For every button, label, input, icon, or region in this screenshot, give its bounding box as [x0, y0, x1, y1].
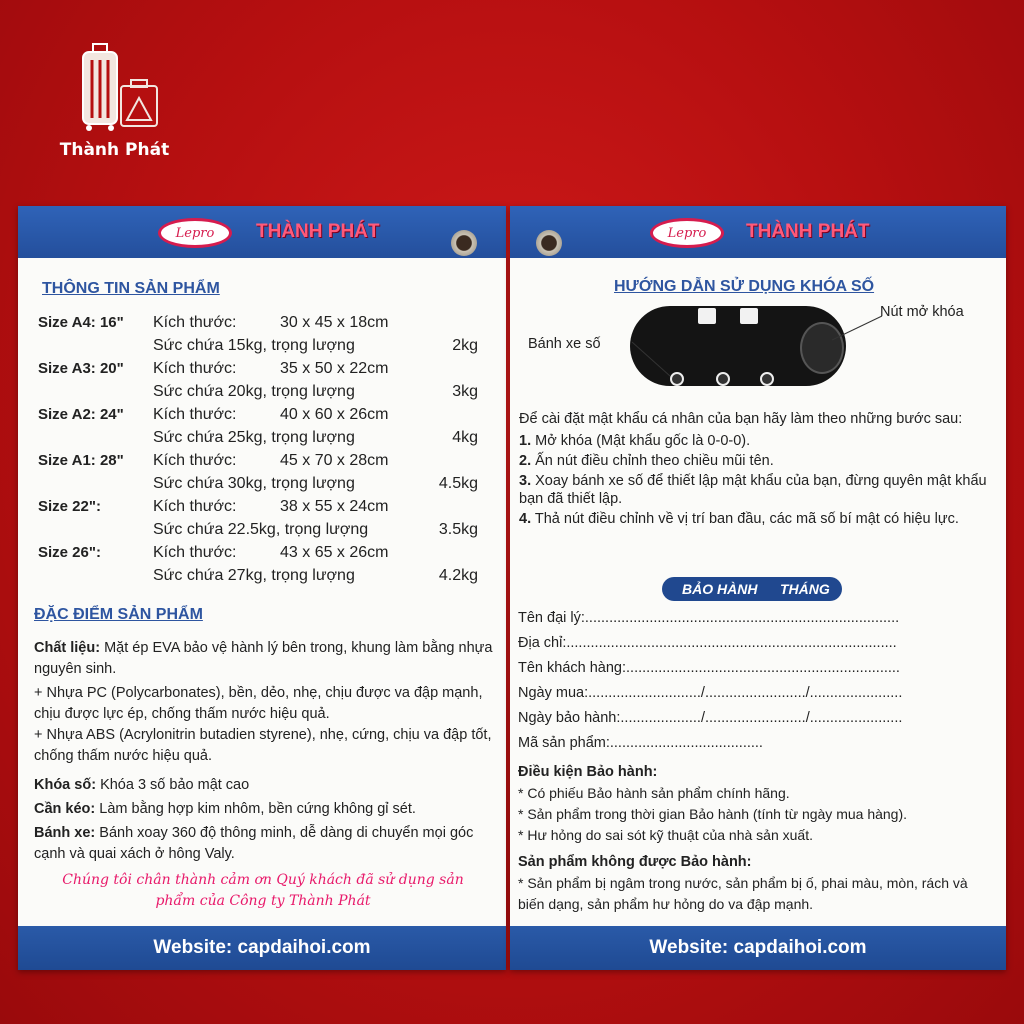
spec-dimension: 40 x 60 x 26cm — [280, 406, 389, 423]
step-item — [519, 472, 991, 508]
form-field: Tên khách hàng:.................................................................... — [518, 660, 900, 676]
step-text: Xoay bánh xe số để thiết lập mật khẩu của bạn, đừng quyên mật khẩu bạn đã thiết lập. — [519, 473, 987, 507]
spec-dimension: 30 x 45 x 18cm — [280, 314, 389, 331]
thanks-line: phẩm của Công ty Thành Phát — [155, 893, 371, 909]
step-text: Mở khóa (Mật khẩu gốc là 0-0-0). — [535, 433, 751, 449]
spec-weight: 4kg — [452, 429, 478, 446]
website-footer: Website: capdaihoi.com — [18, 926, 506, 970]
step-item — [519, 452, 991, 470]
spec-dimension: 45 x 70 x 28cm — [280, 452, 389, 469]
form-field: Địa chỉ:.................................................................................. — [518, 635, 897, 651]
spec-capacity: Sức chứa 25kg, trọng lượng — [153, 429, 355, 446]
lock-guide-card — [510, 206, 1006, 970]
spec-row — [38, 360, 478, 406]
step-number: 4. — [519, 511, 532, 527]
spec-capacity: Sức chứa 27kg, trọng lượng — [153, 567, 355, 584]
spec-weight: 3kg — [452, 383, 478, 400]
spec-row — [38, 406, 478, 452]
card-header-title: THÀNH PHÁT — [746, 221, 870, 242]
form-field: Ngày mua:............................/........................./....................... — [518, 685, 903, 701]
spec-kt-label: Kích thước: — [153, 544, 237, 561]
no-warranty-text: * Sản phẩm bị ngâm trong nước, sản phẩm bị ố, phai màu, mòn, rách và biến dạng, sản phẩm hư hỏng do va đập mạnh. — [518, 875, 968, 912]
spec-size: Size A4: 16" — [38, 314, 124, 331]
feature-pc: + Nhựa PC (Polycarbonates), bền, dẻo, nhẹ, chịu được va đập mạnh, chịu được lực ép, chống thấm nước hiệu quả. — [34, 685, 483, 722]
spec-capacity: Sức chứa 30kg, trọng lượng — [153, 475, 355, 492]
product-info-card — [18, 206, 506, 970]
feature-label: Bánh xe: — [34, 825, 96, 841]
warranty-form — [518, 610, 990, 760]
spec-row — [38, 314, 478, 360]
feature-label: Khóa số: — [34, 777, 97, 793]
feature-handle — [34, 799, 494, 820]
spec-row — [38, 452, 478, 498]
spec-weight: 3.5kg — [438, 521, 478, 538]
spec-row — [38, 544, 478, 590]
lock-diagram — [510, 296, 1006, 416]
luggage-icon — [65, 42, 165, 134]
lock-guide-title: HƯỚNG DẪN SỬ DỤNG KHÓA SỐ — [614, 278, 875, 295]
warranty-badge — [662, 577, 842, 601]
spec-size: Size 26": — [38, 544, 101, 561]
warranty-conditions — [518, 762, 998, 846]
step-number: 2. — [519, 453, 532, 469]
spec-kt-label: Kích thước: — [153, 498, 237, 515]
feature-label: Cần kéo: — [34, 801, 96, 817]
spec-capacity: Sức chứa 22.5kg, trọng lượng — [153, 521, 369, 538]
feature-lock — [34, 775, 494, 796]
hang-hole — [451, 230, 477, 256]
card-header — [18, 206, 506, 258]
step-text: Ấn nút điều chỉnh theo chiều mũi tên. — [535, 453, 774, 469]
button-label: Nút mở khóa — [880, 304, 964, 320]
spec-capacity: Sức chứa 20kg, trọng lượng — [153, 383, 355, 400]
spec-kt-label: Kích thước: — [153, 452, 237, 469]
feature-text: Bánh xoay 360 độ thông minh, dễ dàng di chuyển mọi góc cạnh và quai xách ở hông Valy. — [34, 825, 474, 862]
spec-row — [38, 498, 478, 544]
step-text: Thả nút điều chỉnh về vị trí ban đầu, các mã số bí mật có hiệu lực. — [534, 511, 959, 527]
condition-item: * Sản phẩm trong thời gian Bảo hành (tính từ ngày mua hàng). — [518, 806, 908, 822]
spec-weight: 4.2kg — [438, 567, 478, 584]
feature-wheel — [34, 823, 494, 865]
lepro-logo: Lepro — [158, 218, 232, 248]
lepro-logo: Lepro — [650, 218, 724, 248]
hang-hole — [536, 230, 562, 256]
website-footer: Website: capdaihoi.com — [510, 926, 1006, 970]
feature-text: Khóa 3 số bảo mật cao — [100, 777, 250, 793]
spec-capacity: Sức chứa 15kg, trọng lượng — [153, 337, 355, 354]
condition-item: * Có phiếu Bảo hành sản phẩm chính hãng. — [518, 785, 790, 801]
step-item — [519, 432, 991, 450]
spec-size: Size A2: 24" — [38, 406, 124, 423]
feature-text: Mặt ép EVA bảo vệ hành lý bên trong, khung làm bằng nhựa nguyên sinh. — [34, 640, 493, 677]
brand-name: Thành Phát — [59, 140, 170, 160]
thanks-line: Chúng tôi chân thành cảm ơn Quý khách đã sử dụng sản — [62, 872, 464, 888]
spec-size: Size A3: 20" — [38, 360, 124, 377]
step-item — [519, 510, 991, 528]
form-field: Ngày bảo hành:..................../........................./....................... — [518, 710, 903, 726]
spec-weight: 2kg — [452, 337, 478, 354]
form-field: Mã sản phẩm:...................................... — [518, 735, 763, 751]
spec-dimension: 38 x 55 x 24cm — [280, 498, 389, 515]
spec-weight: 4.5kg — [438, 475, 478, 492]
warranty-month: THÁNG — [780, 581, 830, 597]
warranty-label: BẢO HÀNH — [682, 581, 758, 597]
spec-table — [38, 314, 478, 590]
feature-abs: + Nhựa ABS (Acrylonitrin butadien styrene), nhẹ, cứng, chịu va đập tốt, chống thấm nước hiệu quả. — [34, 727, 492, 764]
card-header-title: THÀNH PHÁT — [256, 221, 380, 242]
setup-steps — [519, 410, 991, 530]
spec-kt-label: Kích thước: — [153, 406, 237, 423]
feature-material — [34, 638, 494, 680]
no-warranty-conditions — [518, 852, 998, 915]
feature-text: Làm bằng hợp kim nhôm, bền cứng không gỉ sét. — [99, 801, 416, 817]
conditions-title: Điều kiện Bảo hành: — [518, 764, 658, 780]
condition-item: * Hư hỏng do sai sót kỹ thuật của nhà sản xuất. — [518, 827, 813, 843]
wheel-label: Bánh xe số — [528, 336, 601, 352]
features-list — [34, 638, 494, 868]
spec-size: Size A1: 28" — [38, 452, 124, 469]
spec-dimension: 43 x 65 x 26cm — [280, 544, 389, 561]
spec-kt-label: Kích thước: — [153, 314, 237, 331]
spec-kt-label: Kích thước: — [153, 360, 237, 377]
feature-label: Chất liệu: — [34, 640, 101, 656]
features-title: ĐẶC ĐIỂM SẢN PHẨM — [34, 606, 203, 623]
thank-you-message — [48, 870, 478, 912]
spec-dimension: 35 x 50 x 22cm — [280, 360, 389, 377]
step-number: 1. — [519, 433, 532, 449]
no-warranty-title: Sản phẩm không được Bảo hành: — [518, 854, 752, 870]
product-info-title: THÔNG TIN SẢN PHẨM — [42, 280, 220, 297]
spec-size: Size 22": — [38, 498, 101, 515]
brand-logo — [52, 42, 177, 160]
step-number: 3. — [519, 473, 532, 489]
form-field: Tên đại lý:.............................................................................. — [518, 610, 900, 626]
steps-intro: Để cài đặt mật khẩu cá nhân của bạn hãy làm theo những bước sau: — [519, 411, 963, 427]
card-header — [510, 206, 1006, 258]
